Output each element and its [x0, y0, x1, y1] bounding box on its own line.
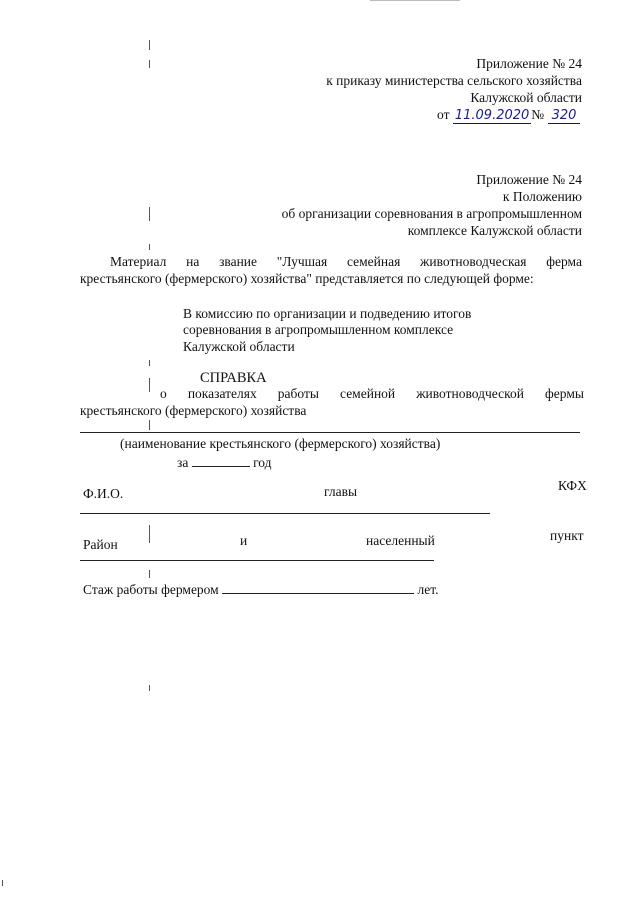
scan-mark [149, 570, 150, 578]
experience-row [83, 581, 438, 598]
scan-mark [149, 207, 150, 221]
spravka-word: о [160, 386, 167, 401]
fio-label: Ф.И.О. [83, 486, 124, 501]
fio-head-word: главы [324, 484, 358, 499]
experience-suffix: лет. [417, 582, 439, 597]
year-row [177, 454, 272, 471]
header1-date-row [437, 107, 580, 124]
spravka-word: показателях [187, 386, 257, 401]
scan-mark [149, 40, 150, 50]
intro-word: животноводческая [420, 254, 527, 269]
top-edge-line [370, 0, 460, 1]
scan-mark [149, 244, 150, 250]
scan-mark [149, 420, 150, 430]
spravka-word: семейной [340, 386, 396, 401]
intro-word: Материал [110, 254, 167, 269]
header1-line3: Калужской области [470, 90, 582, 105]
intro-word: семейная [346, 254, 401, 269]
scan-mark [149, 60, 150, 68]
header2-line3: об организации соревнования в агропромышленном [281, 206, 582, 221]
header1-line1: Приложение № 24 [476, 56, 582, 71]
district-blank [80, 560, 434, 561]
header2-line2: к Положению [502, 189, 582, 204]
year-blank [192, 454, 250, 467]
spravka-word: животноводческой [416, 386, 524, 401]
district-and-word: и [240, 533, 248, 548]
intro-word: на [186, 254, 200, 269]
intro-word: звание [219, 254, 258, 269]
farm-name-blank [80, 432, 580, 433]
experience-blank [222, 581, 414, 594]
intro-word: "Лучшая [276, 254, 328, 269]
scan-mark [149, 378, 150, 392]
number-sign: № [531, 107, 545, 122]
scan-mark [149, 360, 150, 366]
fio-kfh-word: КФХ [558, 478, 587, 493]
date-prefix: от [437, 107, 450, 122]
year-prefix: за [177, 455, 189, 470]
scan-mark [2, 880, 3, 886]
addressee-line3: Калужской области [183, 339, 295, 354]
header2-line4: комплексе Калужской области [407, 223, 582, 238]
fio-blank [80, 513, 490, 514]
farm-name-caption: (наименование крестьянского (фермерского) хозяйства) [120, 436, 441, 451]
district-label: Район [83, 537, 118, 552]
spravka-line2: крестьянского (фермерского) хозяйства [80, 403, 307, 418]
addressee-line1: В комиссию по организации и подведению итогов [183, 306, 472, 321]
intro-line2: крестьянского (фермерского) хозяйства" представляется по следующей форме: [80, 271, 534, 286]
spravka-word: фермы [545, 386, 584, 401]
intro-word: ферма [546, 254, 582, 269]
handwritten-number: 320 [548, 108, 581, 124]
scan-mark [149, 685, 150, 691]
scan-mark [149, 525, 150, 543]
header1-line2: к приказу министерства сельского хозяйства [326, 73, 582, 88]
handwritten-date: 11.09.2020 [454, 108, 530, 123]
spravka-word: работы [277, 386, 319, 401]
addressee-line2: соревнования в агропромышленном комплексе [183, 322, 454, 337]
point-word: пункт [550, 528, 584, 543]
year-suffix: год [253, 455, 272, 470]
spravka-line1 [160, 386, 584, 402]
settlement-word: населенный [366, 533, 435, 548]
spravka-title: СПРАВКА [200, 370, 267, 386]
intro-line1 [110, 254, 582, 270]
header2-line1: Приложение № 24 [476, 172, 582, 187]
experience-label: Стаж работы фермером [83, 582, 219, 597]
